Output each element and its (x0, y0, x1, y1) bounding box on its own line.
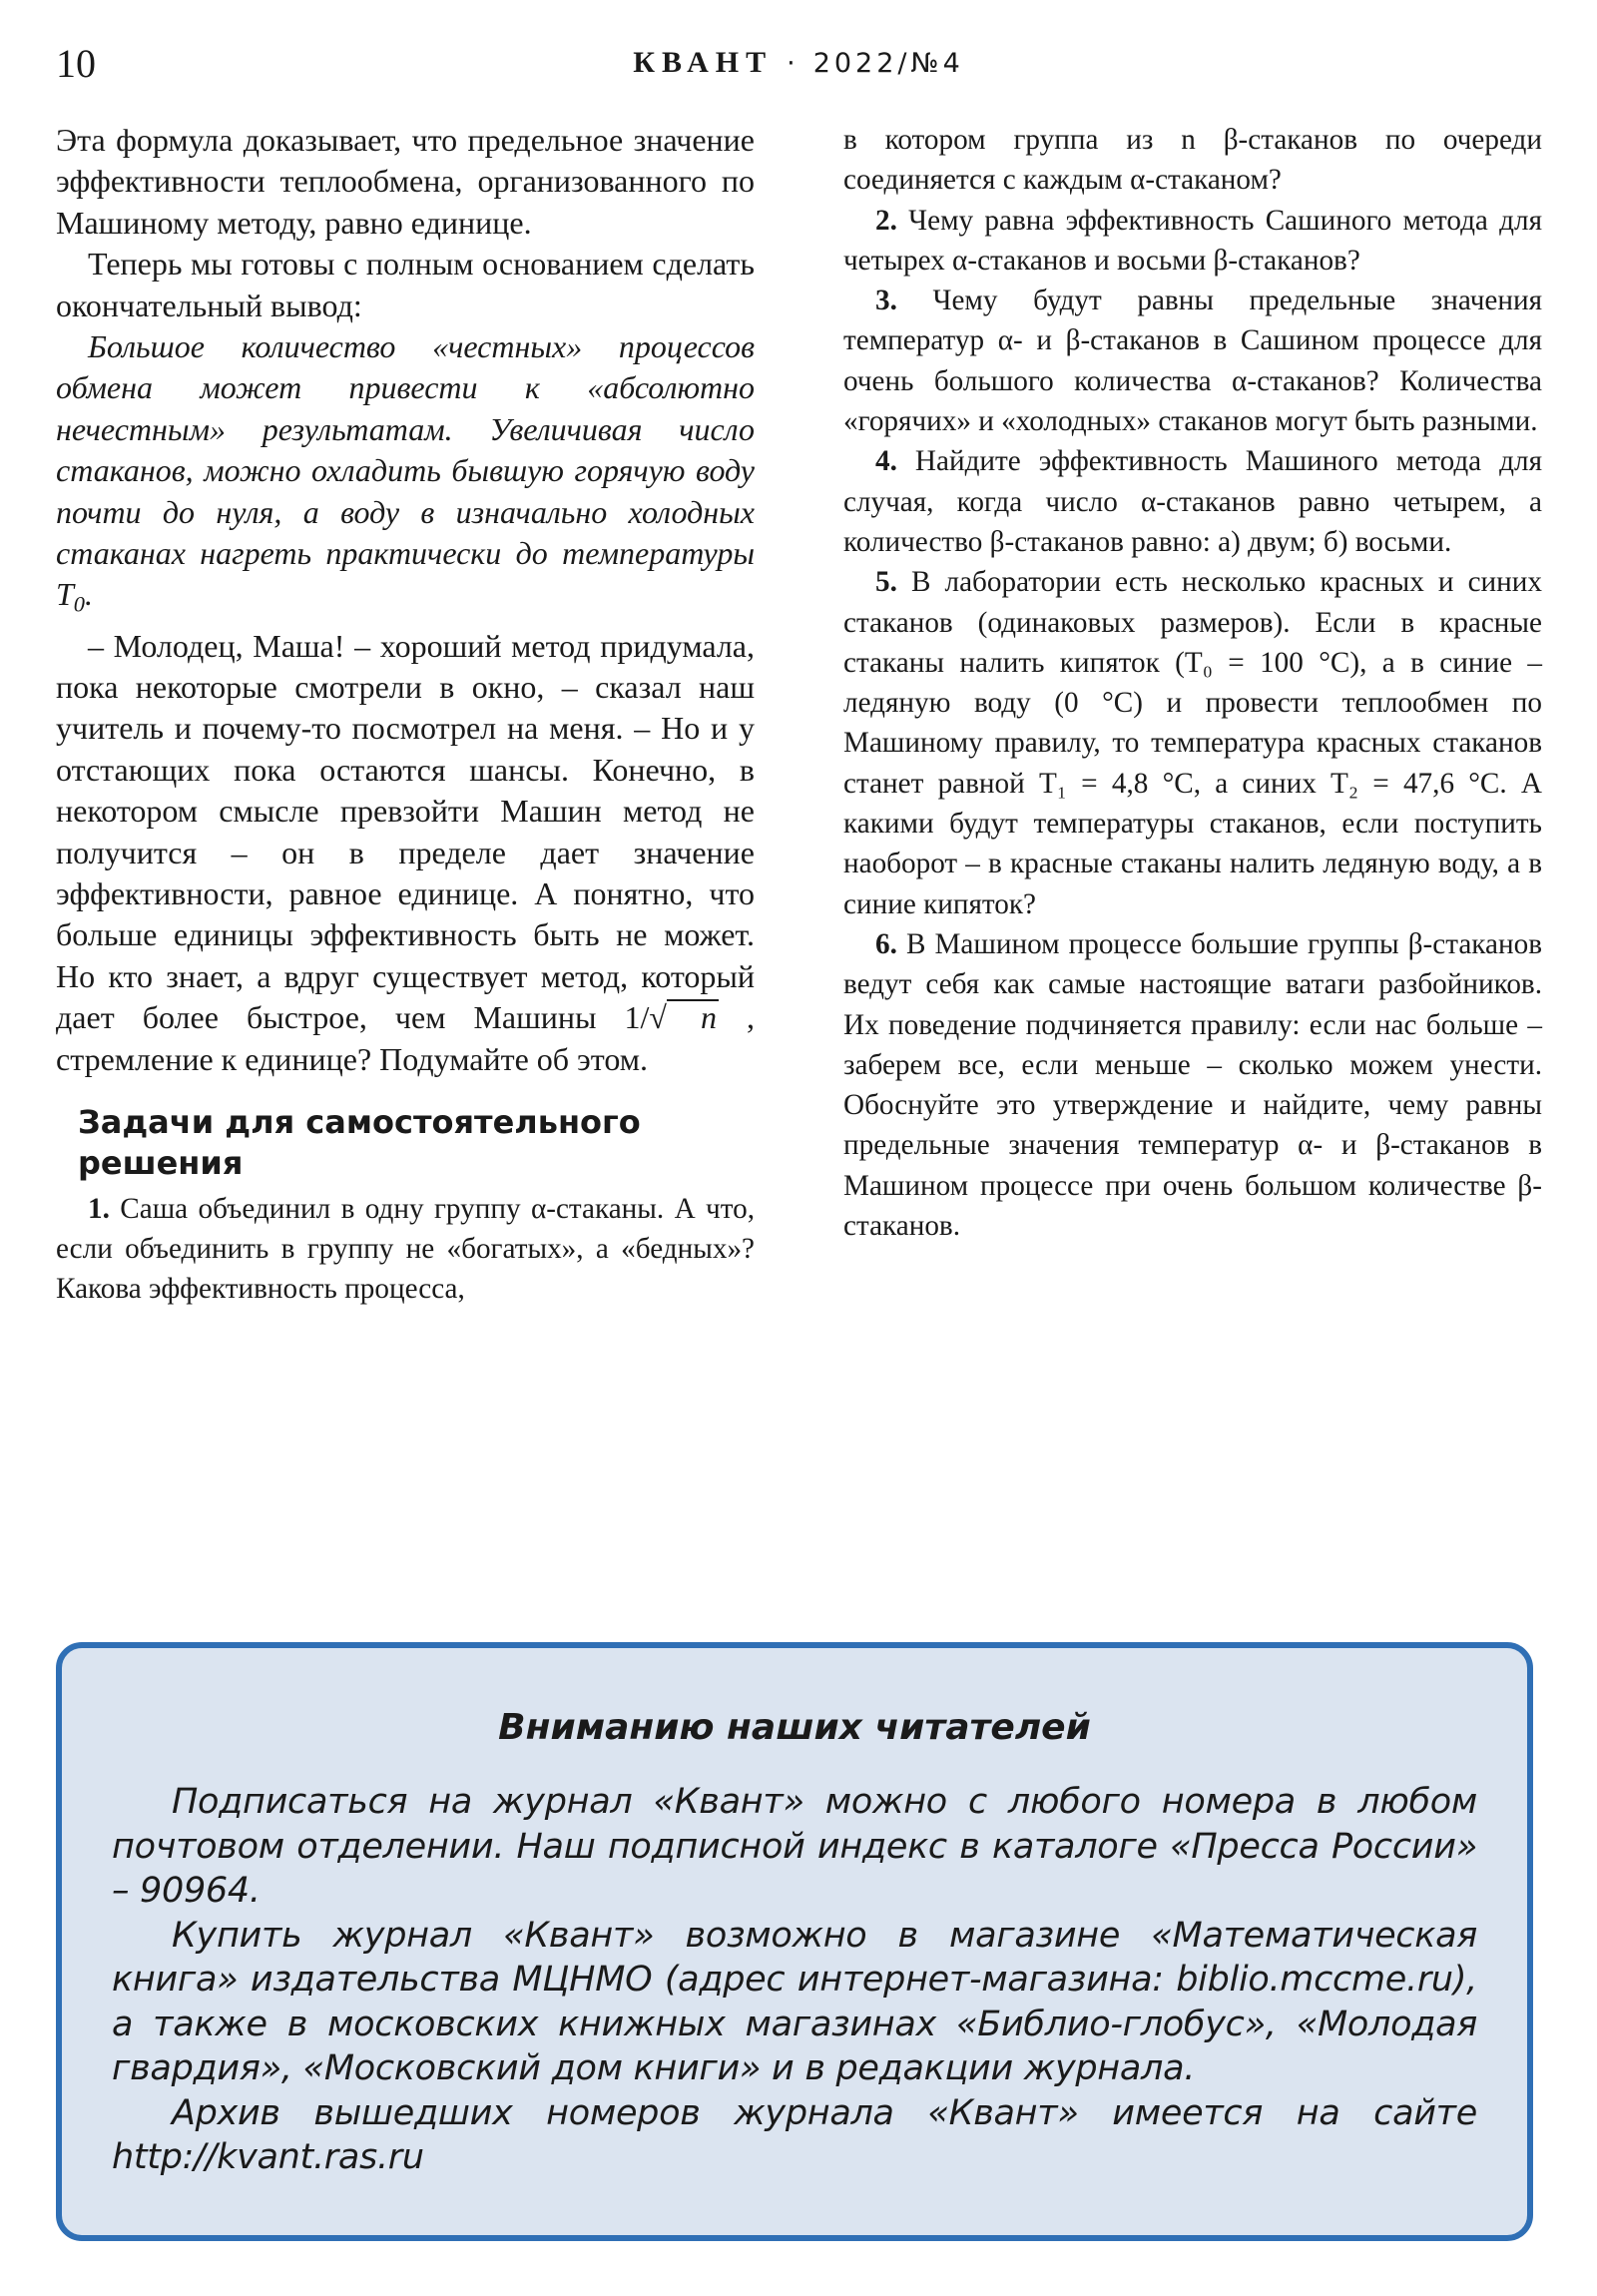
task-5 (843, 562, 1542, 924)
readers-notice-box (56, 1642, 1533, 2241)
task-number: 5. (875, 566, 897, 599)
header-separator: · (787, 48, 799, 79)
task-text: Чему равна эффективность Сашиного метода для четырех α-стаканов и восьми β-стаканов? (843, 204, 1542, 277)
teacher-paragraph (56, 626, 755, 1080)
sqrt-argument: n (667, 999, 719, 1033)
teacher-text: – Молодец, Маша! – хороший метод придумала, пока некоторые смотрели в окно, – сказал наш учитель и почему-то посмотрел на меня. – Но и у отстающих пока остаются шансы. Конечно, в некотором смысле превзойти Машин метод не получится – он в пределе дает значение эффективности, равное единице. А понятно, что больше единицы эффективность быть не может. Но кто знает, а вдруг существует метод, который дает более быстрое, чем Машины (56, 627, 755, 1036)
right-column (843, 120, 1542, 1246)
task-1-continued: в котором группа из n β-стаканов по очереди соединяется с каждым α-стаканом? (843, 124, 1542, 197)
issue-number: 2022/№4 (812, 48, 964, 79)
task-text: Чему будут равны предельные значения температур α- и β-стаканов в Сашином процессе для очень большого количества α-стаканов? Количества «горячих» и «холодных» стаканов могут быть разными. (843, 285, 1543, 438)
task-text: Саша объединил в одну группу α-стаканы. А что, если объединить в группу не «богатых», а «бедных»? Какова эффективность процесса, (56, 1192, 755, 1306)
task-number: 4. (875, 445, 897, 478)
conclusion-paragraph (56, 326, 755, 626)
notice-title: Вниманию наших читателей (498, 1707, 1091, 1748)
purchase-paragraph: Купить журнал «Квант» возможно в магазине «Математическая книга» издательства МЦНМО (адрес интернет-магазина: biblio.mccme.ru), а также в московских книжных магазинах «Библио-глобус», «Молодая гвардия», «Московский дом книги» и в редакции журнала. (112, 1915, 1477, 2088)
task-text: Найдите эффективность Машиного метода для случая, когда число α-стаканов равно четырем, а количество β-стаканов равно: а) двум; б) восьми. (843, 445, 1542, 558)
task-number: 6. (875, 927, 897, 960)
teacher-text-end: , стремление к единице? Подумайте об этом. (56, 999, 755, 1077)
task-6 (843, 924, 1542, 1246)
paragraph: Эта формула доказывает, что предельное значение эффективности теплообмена, организованного по Машиному методу, равно единице. (56, 122, 755, 241)
sqrt-symbol: √ (649, 999, 667, 1036)
task-3 (843, 281, 1542, 441)
task-number: 3. (875, 285, 897, 317)
task-4 (843, 441, 1542, 562)
section-title: Задачи для самостоятельного решения (78, 1103, 641, 1183)
task-number: 1. (88, 1192, 110, 1225)
conclusion-end: . (85, 576, 93, 613)
conclusion-text: Большое количество «честных» процессов обмена может привести к «абсолютно нечестным» результатам. Увеличивая число стаканов, можно охладить бывшую горячую воду почти до нуля, а воду в изначально холодных стаканах нагреть практически до температуры (56, 328, 755, 572)
task-text: В Машином процессе большие группы β-стаканов ведут себя как самые настоящие ватаги разбойников. Их поведение подчиняется правилу: если нас больше – заберем все, если меньше – сколько можем унести. Обоснуйте это утверждение и найдите, чему равны предельные значения температур α- и β-стаканов в Машином процессе при очень большом количестве β-стаканов. (843, 927, 1542, 1243)
magazine-name: КВАНТ (633, 46, 774, 79)
task-1 (56, 1189, 755, 1310)
temperature-variable: T (56, 576, 74, 613)
notice-body (112, 1780, 1477, 2180)
temperature-subscript: 0 (73, 592, 85, 618)
fraction-numerator: 1/ (624, 999, 650, 1036)
archive-paragraph: Архив вышедших номеров журнала «Квант» имеется на сайте http://kvant.ras.ru (112, 2092, 1477, 2177)
subscription-paragraph: Подписаться на журнал «Квант» можно с любого номера в любом почтовом отделении. Наш подписной индекс в каталоге «Пресса России» – 90964. (112, 1782, 1477, 1911)
running-header (0, 48, 1597, 78)
page-number: 10 (56, 41, 96, 86)
paragraph: Теперь мы готовы с полным основанием сделать окончательный вывод: (56, 246, 755, 323)
task-2 (843, 201, 1542, 282)
left-column (56, 120, 755, 1310)
task-text: В лаборатории есть несколько красных и синих стаканов (одинаковых размеров). Если в красные стаканы налить кипяток (T₀ = 100 °C), а в синие – ледяную воду (0 °C) и провести теплообмен по Машиному правилу, то температура красных стаканов станет равной T₁ = 4,8 °C, а синих T₂ = 47,6 °C. А какими будут температуры стаканов, если поступить наоборот – в красные стаканы налить ледяную воду, а в синие кипяток? (843, 566, 1543, 920)
task-number: 2. (875, 204, 897, 237)
